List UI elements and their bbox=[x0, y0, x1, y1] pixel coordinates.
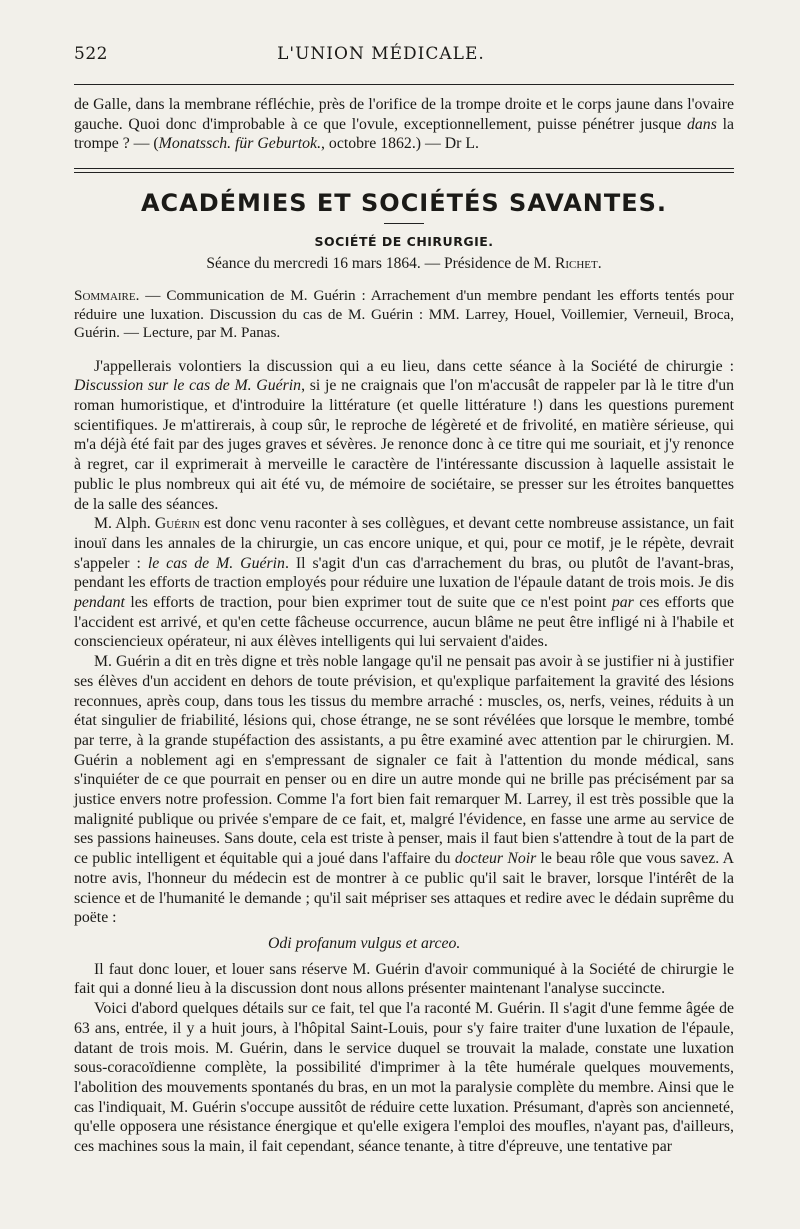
title-rule bbox=[384, 223, 424, 224]
paragraph-5: Voici d'abord quelques détails sur ce fait, tel que l'a raconté M. Guérin. Il s'agit d'une femme âgée de 63 ans, entrée, il y a huit jours, à l'hôpital Saint-Louis, pour s'y faire traiter d'une luxation de l'épaule, datant de trois mois. M. Guérin, dans le service duquel se trouvait la malade, constate une luxation sous-coracoïdienne complète, la possibilité d'imprimer à la tête humérale quelques mouvements, l'abolition des mouvements spontanés du bras, en un mot la paralysie complète du membre. Ainsi que le cas l'indiquait, M. Guérin s'occupe aussitôt de réduire cette luxation. Présumant, d'après son ancienneté, qu'elle opposera une résistance énergique et qu'elle exigera l'emploi des moufles, n'ayant pas, d'ailleurs, ces machines sous la main, il fait cependant, séance tenante, à titre d'épreuve, une tentative par bbox=[74, 1000, 734, 1156]
header-rule bbox=[74, 84, 734, 85]
section-divider bbox=[74, 168, 734, 173]
paragraph-3: M. Guérin a dit en très digne et très noble langage qu'il ne pensait pas avoir à se justifier ni à justifier ses élèves d'un accident en dehors de toute prévision, et qu'explique parfaitement la gravité des lésions reconnues, après coup, dans tous les tissus du membre arraché : muscles, os, nerfs, veines, réduits à un état singulier de friabilité, lésions qui, chose étrange, ne se sont révélées que lorsque le membre, tombé par terre, à la grande stupéfaction des assistants, a pu être examiné avec attention par le chirurgien. M. Guérin a noblement agi en s'empressant de signaler ce fait à l'attention du monde médical, sans s'inquiéter de ce que pourrait en penser ou en dire un autre monde qui ne brille pas précisément par sa justice envers notre profession. Comme l'a fort bien fait remarquer M. Larrey, il est très possible que la malignité publique ou privée s'empare de ce fait, et, malgré l'évidence, en fasse une arme au service de ses passions haineuses. Sans doute, cela est triste à penser, mais il faut bien s'attendre à tout de la part de ce public intelligent et équitable qui a joué dans l'affaire du docteur Noir le beau rôle que vous savez. A notre avis, l'honneur du médecin est de montrer à ce public qu'il sait le braver, lorsque l'intérêt de la science et de l'humanité le demande ; qu'il sait mépriser ses attaques et redire avec le dédain suprême du poëte : bbox=[74, 653, 734, 927]
page-number: 522 bbox=[74, 44, 108, 64]
session-line: Séance du mercredi 16 mars 1864. — Présidence de M. Richet. bbox=[206, 255, 602, 273]
intro-paragraph: de Galle, dans la membrane réfléchie, près de l'orifice de la trompe droite et le corps jaune dans l'ovaire gauche. Quoi donc d'improbable à ce que l'ovule, exceptionnellement, puisse pénétrer jusque dans la trompe ? — (Monatssch. für Geburtok., octobre 1862.) — Dr L. bbox=[74, 96, 735, 153]
paragraph-1: J'appellerais volontiers la discussion qui a eu lieu, dans cette séance à la Société de chirurgie : Discussion sur le cas de M. Guérin, si je ne craignais que l'on m'accusât de rappeler par là le titre d'un roman humoristique, et d'introduire la littérature (et quelle littérature !) dans les questions purement scientifiques. Je m'attirerais, à coup sûr, le reproche de légèreté et de frivolité, en matière sérieuse, qui m'a déjà été fait par des juges graves et sévères. Je renonce donc à ce titre qui me souriait, et j'y renonce à regret, car il exprimerait à merveille le caractère de l'intéressante discussion à laquelle assistait le public le plus nombreux qui ait été vu, de mémoire de sociétaire, se presser sur les étroites banquettes de la salle des séances. bbox=[74, 357, 734, 513]
section-title: ACADÉMIES ET SOCIÉTÉS SAVANTES. bbox=[140, 189, 668, 218]
running-head bbox=[74, 44, 734, 74]
journal-title: L'UNION MÉDICALE. bbox=[277, 44, 485, 64]
summary-paragraph: Sommaire. — Communication de M. Guérin : Arrachement d'un membre pendant les efforts tentés pour réduire une luxation. Discussion du cas de M. Guérin : MM. Larrey, Houel, Voillemier, Verneuil, Broca, Guérin. — Lecture, par M. Panas. bbox=[74, 287, 734, 342]
summary-label: Sommaire bbox=[74, 287, 136, 305]
latin-quote: Odi profanum vulgus et arceo. bbox=[268, 935, 461, 952]
society-heading: SOCIÉTÉ DE CHIRURGIE. bbox=[314, 234, 494, 250]
paragraph-4: Il faut donc louer, et louer sans réserve M. Guérin d'avoir communiqué à la Société de chirurgie le fait qui a donné lieu à la discussion dont nous allons présenter maintenant l'analyse succincte. bbox=[74, 960, 734, 998]
paragraph-2: M. Alph. Guérin est donc venu raconter à ses collègues, et devant cette nombreuse assistance, un fait inouï dans les annales de la chirurgie, un cas encore unique, et qui, pour ce motif, je le répète, devrait s'appeler : le cas de M. Guérin. Il s'agit d'un cas d'arrachement du bras, ou plutôt de l'avant-bras, pendant les efforts de traction employés pour réduire une luxation de l'épaule datant de trois mois. Je dis pendant les efforts de traction, pour bien exprimer tout de suite que ce n'est point par ces efforts que l'accident est arrivé, et qu'en cette fâcheuse occurrence, aucun blâme ne peut être infligé ni à l'habile et consciencieux opérateur, ni aux élèves intelligents qui lui servaient d'aides. bbox=[74, 515, 735, 651]
